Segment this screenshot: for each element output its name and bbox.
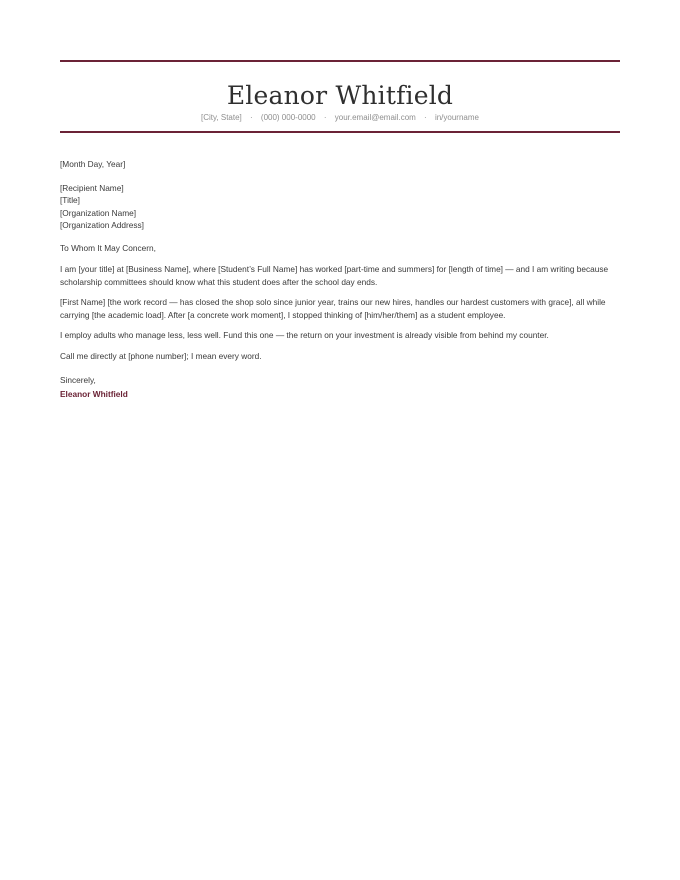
body-paragraph: I am [your title] at [Business Name], where [Student’s Full Name] has worked [part-time and summers] for [length of time] — and I am writing because scholarship committees should know what this student does after the school day ends.: [60, 264, 609, 287]
recipient-block: [60, 182, 620, 232]
recipient-name: [Recipient Name]: [60, 182, 124, 193]
contact-separator: ·: [250, 113, 253, 122]
recipient-address: [Organization Address]: [60, 220, 144, 230]
letter-date: [Month Day, Year]: [60, 159, 126, 169]
contact-email: your.email@email.com: [334, 113, 416, 122]
closing: Sincerely,: [60, 375, 96, 385]
body-paragraph: [First Name] [the work record — has closed the shop solo since junior year, trains our new hires, handles our hardest customers with grace], all while carrying [the academic load]. After [a concrete work moment], I stopped thinking of [him/her/them] as a student employee.: [60, 297, 606, 320]
contact-line: [60, 113, 620, 123]
contact-phone: (000) 000-0000: [260, 113, 316, 122]
salutation: To Whom It May Concern,: [60, 242, 156, 253]
contact-linkedin: in/yourname: [434, 113, 479, 122]
contact-location: [City, State]: [201, 113, 242, 122]
letter-body: [60, 158, 620, 400]
header-top-rule: [60, 60, 620, 62]
body-paragraph: Call me directly at [phone number]; I mean every word.: [60, 350, 262, 361]
header-bottom-rule: [60, 131, 620, 133]
body-paragraph: I employ adults who manage less, less well. Fund this one — the return on your investment is already visible from behind my counter.: [60, 330, 549, 340]
recipient-title: [Title]: [60, 195, 80, 205]
contact-separator: ·: [424, 113, 427, 122]
sender-name: Eleanor Whitfield: [226, 81, 454, 110]
recipient-organization: [Organization Name]: [60, 207, 137, 218]
contact-separator: ·: [323, 113, 327, 122]
signature-name: Eleanor Whitfield: [60, 388, 128, 399]
